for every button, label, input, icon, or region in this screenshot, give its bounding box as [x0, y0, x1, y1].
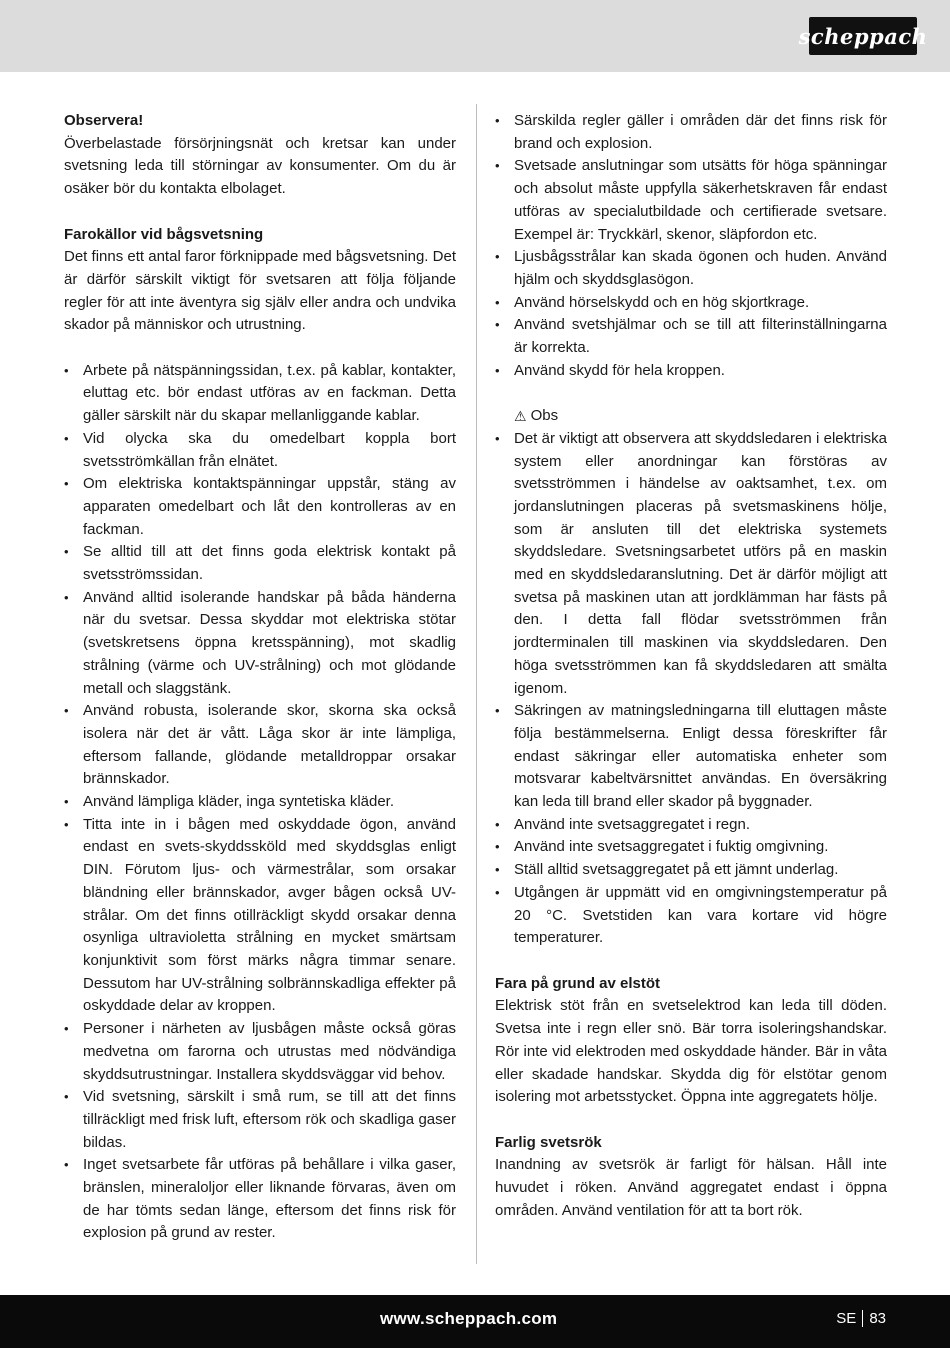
list-item: • Om elektriska kontaktspänningar uppstår, stäng av apparaten omedelbart och låt den kontrolleras av en fackman. — [64, 473, 456, 541]
list-item: • Ställ alltid svetsaggregatet på ett jämnt underlag. — [495, 859, 887, 882]
warning-triangle-icon: ⚠ — [514, 408, 527, 425]
list-item: • Personer i närheten av ljusbågen måste också göras medvetna om farorna och utrustas med nödvändiga skyddsutrustningar. Installera skyddsväggar vid behov. — [64, 1018, 456, 1086]
page-header — [0, 0, 950, 72]
right-bullet-list-top — [495, 110, 887, 382]
list-item: • Arbete på nätspänningssidan, t.ex. på kablar, kontakter, eluttag etc. bör endast utföras av en fackman. Detta gäller särskilt när du skapar mellanliggande kablar. — [64, 360, 456, 428]
page-number-value: 83 — [869, 1310, 886, 1327]
list-item: • Använd hörselskydd och en hög skjortkrage. — [495, 292, 887, 315]
obs-label: Obs — [530, 407, 559, 425]
scheppach-logo: scheppach — [809, 17, 917, 55]
svetsrok-heading: Farlig svetsrök — [495, 1133, 602, 1151]
list-item: • Använd alltid isolerande handskar på båda händerna när du svetsar. Dessa skyddar mot elektriska stötar (svetskretsens öppna kretsspänning), mot skadlig strålning (värme och UV-strålning) och mot glödande metall och slaggstänk. — [64, 587, 456, 701]
list-item: • Använd inte svetsaggregatet i regn. — [495, 814, 887, 837]
column-divider — [476, 104, 477, 1264]
svetsrok-text: Inandning av svetsrök är farligt för hälsan. Håll inte huvudet i röken. Använd aggregatet endast i öppna områden. Använd ventilation för att ta bort rök. — [495, 1156, 887, 1219]
list-item: • Det är viktigt att observera att skyddsledaren i elektriska system eller anordningar kan förstöras av svetsströmmen i händelse av oaktsamhet, t.ex. om jordanslutningen placeras på svetsmaskinens hölje, som är ansluten till det elektriska systemets skyddsledare. Svetsningsarbetet utförs på en maskin med en skyddsledaranslutning. Det är därför möjligt att svetsa på maskinen utan att jordklämman har fästs på den. I detta fall flödar svetsströmmen från jordterminalen till maskinen via skyddsledaren. Den höga svetsströmmen kan få skyddsledaren att smälta igenom. — [495, 428, 887, 700]
observera-text: Överbelastade försörjningsnät och kretsar kan under svetsning leda till störningar av konsumenter. Om du är osäker bör du kontakta elbolaget. — [64, 134, 456, 198]
obs-note-heading — [495, 405, 887, 428]
farokallor-text: Det finns ett antal faror förknippade med bågsvetsning. Det är därför särskilt viktigt för svetsaren att följa följande regler för att inte äventyra sig själv eller andra och undvika skador på människor och utrustning. — [64, 248, 456, 334]
elstot-text: Elektrisk stöt från en svetselektrod kan leda till döden. Svetsa inte i regn eller snö. Bär torra isoleringshandskar. Rör inte vid elektroden med oskyddade händer. Bär in våta eller skadade handskar. Skydda dig för elstötar genom isolering mot arbetsstycket. Öppna inte aggregatets hölje. — [495, 997, 887, 1106]
page-footer — [0, 1295, 950, 1348]
list-item: • Särskilda regler gäller i områden där det finns risk för brand och explosion. — [495, 110, 887, 155]
list-item: • Använd skydd för hela kroppen. — [495, 360, 887, 383]
elstot-heading: Fara på grund av elstöt — [495, 974, 661, 992]
page-number — [836, 1310, 886, 1327]
language-code: SE — [836, 1310, 857, 1327]
left-bullet-list — [64, 360, 456, 1245]
page-separator — [862, 1310, 863, 1327]
list-item: • Ljusbågsstrålar kan skada ögonen och huden. Använd hjälm och skyddsglasögon. — [495, 246, 887, 291]
list-item: • Se alltid till att det finns goda elektrisk kontakt på svetsströmssidan. — [64, 541, 456, 586]
right-bullet-list-obs — [495, 428, 887, 950]
list-item: • Inget svetsarbete får utföras på behållare i vilka gaser, bränslen, mineraloljor eller liknande förvaras, även om de har tömts sedan länge, eftersom det finns risk för explosion på grund av rester. — [64, 1154, 456, 1245]
list-item: • Säkringen av matningsledningarna till eluttagen måste följa bestämmelserna. Enligt dessa föreskrifter får endast säkringar eller automatiska enheter som motsvarar kabeltvärsnittet användas. En översäkring kan leda till brand eller skador på byggnader. — [495, 700, 887, 814]
farokallor-heading: Farokällor vid bågsvetsning — [64, 225, 264, 243]
list-item: • Utgången är uppmätt vid en omgivningstemperatur på 20 °C. Svetstiden kan vara kortare vid högre temperaturer. — [495, 882, 887, 950]
list-item: • Vid svetsning, särskilt i små rum, se till att det finns tillräckligt med frisk luft, eftersom rök och skadliga gaser bildas. — [64, 1086, 456, 1154]
observera-heading: Observera! — [64, 112, 144, 129]
list-item: • Svetsade anslutningar som utsätts för höga spänningar och absolut måste uppfylla säkerhetskraven får endast utföras av specialutbildade och certifierade svetsare. Exempel är: Tryckkärl, skenor, släpfordon etc. — [495, 155, 887, 246]
left-column — [64, 110, 456, 1245]
list-item: • Vid olycka ska du omedelbart koppla bort svetsströmkällan från elnätet. — [64, 428, 456, 473]
website-url: www.scheppach.com — [380, 1309, 558, 1328]
list-item: • Använd svetshjälmar och se till att filterinställningarna är korrekta. — [495, 314, 887, 359]
right-column — [495, 110, 887, 1222]
list-item: • Använd lämpliga kläder, inga syntetiska kläder. — [64, 791, 456, 814]
list-item: • Använd robusta, isolerande skor, skorna ska också isolera när det är vått. Låga skor är inte lämpliga, eftersom fallande, glödande metalldroppar orsakar brännskador. — [64, 700, 456, 791]
list-item: • Använd inte svetsaggregatet i fuktig omgivning. — [495, 836, 887, 859]
list-item: • Titta inte in i bågen med oskyddade ögon, använd endast en svets-skyddssköld med skyddsglas enligt DIN. Förutom ljus- och värmestrålar, som orsakar bländning eller brännskador, avger bågen också UV-strålar. Om det finns otillräckligt skydd orsakar denna osynliga ultravioletta strålning en mycket smärtsam konjunktivit som först märks några timmar senare. Dessutom har UV-strålning solbrännskadliga effekter på oskyddade delar av kroppen. — [64, 814, 456, 1018]
